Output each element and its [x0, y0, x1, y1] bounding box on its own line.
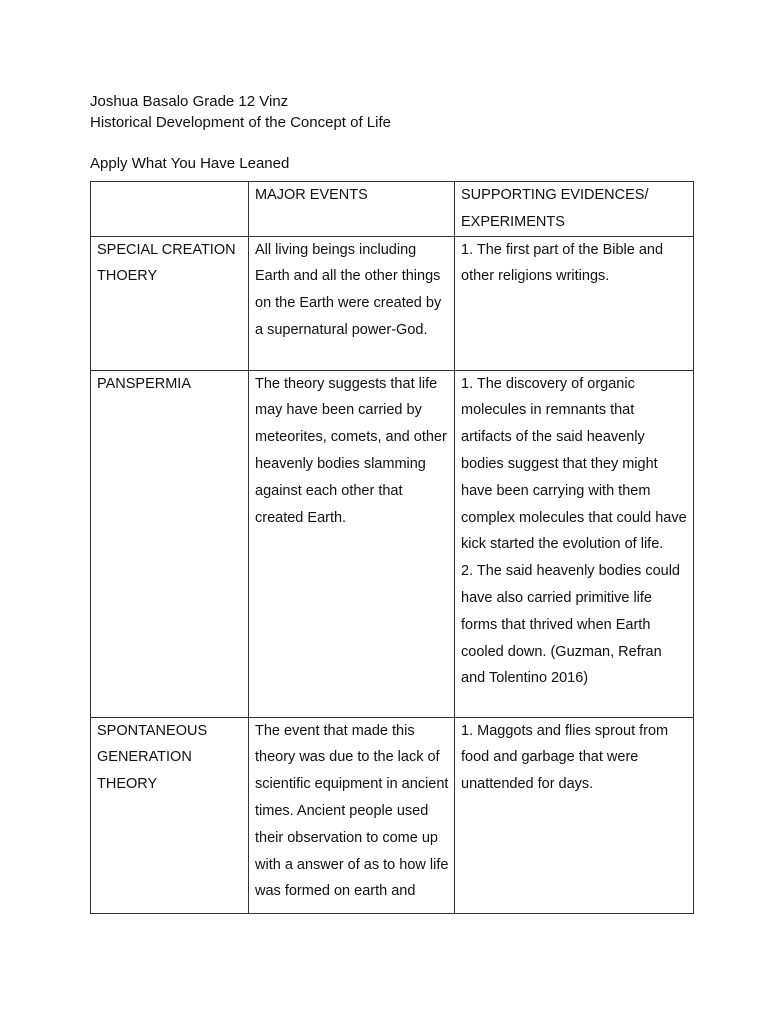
header-cell-major-events: MAJOR EVENTS: [249, 182, 455, 237]
table-row-spontaneous-generation: [91, 717, 694, 913]
evidence-item: 1. The first part of the Bible and other religions writings.: [461, 241, 664, 285]
theory-cell: PANSPERMIA: [91, 370, 249, 717]
evidence-item: 1. The discovery of organic molecules in remnants that artifacts of the said heavenly bodies suggest that they might have been carrying with them complex molecules that could have kick started the evolution of life.: [461, 375, 687, 553]
concept-of-life-table: [90, 181, 694, 914]
theory-cell: SPONTANEOUS GENERATION THEORY: [91, 717, 249, 913]
author-line: Joshua Basalo Grade 12 Vinz: [90, 93, 289, 110]
table-row-panspermia: [91, 370, 694, 717]
table-row-special-creation: [91, 236, 694, 370]
evidences-cell: [455, 370, 694, 717]
evidence-item: 1. Maggots and flies sprout from food and garbage that were unattended for days.: [461, 722, 669, 793]
major-events-cell: The theory suggests that life may have been carried by meteorites, comets, and other heavenly bodies slamming against each other that created Earth.: [249, 370, 455, 717]
header-cell-blank: [91, 182, 249, 237]
evidences-cell: [455, 717, 694, 913]
table-header-row: [91, 182, 694, 237]
major-events-cell: All living beings including Earth and all the other things on the Earth were created by a supernatural power-God.: [249, 236, 455, 370]
major-events-cell: The event that made this theory was due to the lack of scientific equipment in ancient times. Ancient people used their observation to come up with a answer of as to how life was formed on earth and: [249, 717, 455, 913]
header-cell-supporting-evidences: SUPPORTING EVIDENCES/ EXPERIMENTS: [455, 182, 694, 237]
evidences-cell: [455, 236, 694, 370]
theory-cell: SPECIAL CREATION THOERY: [91, 236, 249, 370]
document-title: Historical Development of the Concept of Life: [90, 114, 391, 131]
evidence-item: 2. The said heavenly bodies could have also carried primitive life forms that thrived when Earth cooled down. (Guzman, Refran and Tolentino 2016): [461, 563, 680, 687]
section-heading: Apply What You Have Leaned: [90, 155, 290, 172]
